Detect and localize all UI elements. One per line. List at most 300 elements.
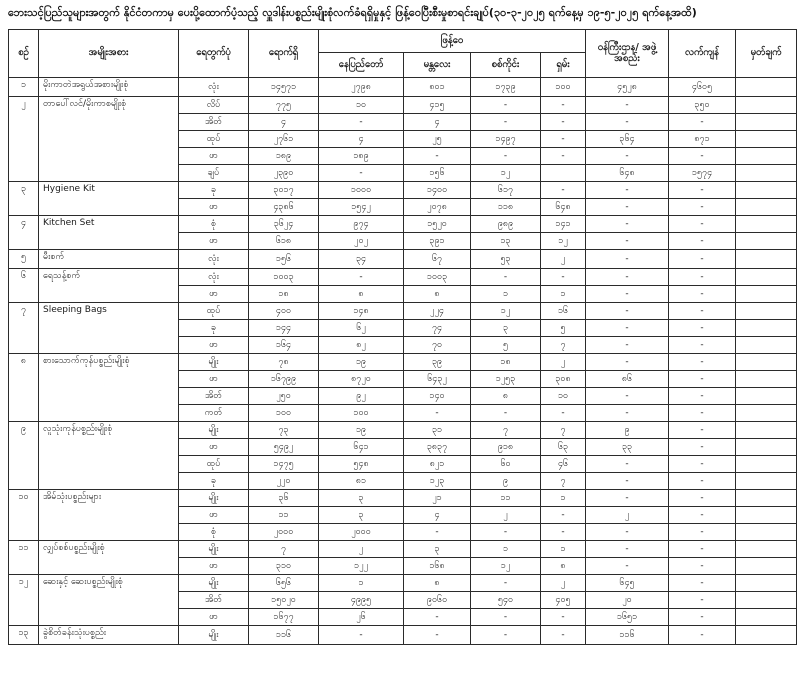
cell-naypyitaw: ၉၇၄ bbox=[319, 216, 404, 233]
cell-received: ၂၅၀ bbox=[249, 388, 319, 405]
cell-balance: - bbox=[669, 592, 736, 609]
cell-remark bbox=[736, 131, 797, 148]
cell-remark bbox=[736, 592, 797, 609]
cell-naypyitaw: - bbox=[319, 114, 404, 131]
cell-ministry: - bbox=[586, 233, 669, 250]
header-no: စဉ် bbox=[9, 30, 39, 78]
cell-sagaing: ၁၄၉၇ bbox=[471, 131, 541, 148]
cell-received: ၄၃၈၆ bbox=[249, 199, 319, 216]
cell-received: ၇ bbox=[249, 541, 319, 558]
cell-received: ၅၄၉၂ bbox=[249, 439, 319, 456]
cell-naypyitaw: ၂၀၀၀ bbox=[319, 524, 404, 541]
cell-received: ၇၃ bbox=[249, 422, 319, 439]
cell-balance: ၁၅၇၄ bbox=[669, 165, 736, 182]
cell-naypyitaw: - bbox=[319, 626, 404, 645]
cell-remark bbox=[736, 422, 797, 439]
cell-unit: အိတ် bbox=[179, 388, 249, 405]
cell-shan: ၁၆ bbox=[541, 303, 586, 320]
cell-ministry: - bbox=[586, 558, 669, 575]
cell-sagaing: ၆၀ bbox=[471, 456, 541, 473]
cell-received: ၃၆၂၄ bbox=[249, 216, 319, 233]
cell-sagaing: ၁၇၃၉ bbox=[471, 78, 541, 97]
cell-received: ၆၅၆ bbox=[249, 575, 319, 592]
cell-shan: ၆၃ bbox=[541, 439, 586, 456]
cell-shan: ၂ bbox=[541, 575, 586, 592]
cell-unit: မျိုး bbox=[179, 541, 249, 558]
cell-mandalay: ၈၀၁ bbox=[404, 78, 471, 97]
table-row bbox=[9, 422, 797, 439]
cell-unit: ဖာ bbox=[179, 286, 249, 303]
cell-unit: ဖာ bbox=[179, 439, 249, 456]
cell-sagaing: ၅၄၀ bbox=[471, 592, 541, 609]
cell-serial-no: ၉ bbox=[9, 422, 39, 490]
cell-unit: စုံ bbox=[179, 524, 249, 541]
cell-received: ၃၆ bbox=[249, 490, 319, 507]
cell-category: ခွဲစိတ်ခန်းသုံးပစ္စည်း bbox=[39, 626, 179, 645]
cell-sagaing: - bbox=[471, 148, 541, 165]
cell-ministry: ၉ bbox=[586, 422, 669, 439]
cell-sagaing: ၁ bbox=[471, 286, 541, 303]
cell-received: ၁၅၀၂၀ bbox=[249, 592, 319, 609]
cell-naypyitaw: ၄ bbox=[319, 131, 404, 148]
table-row bbox=[9, 250, 797, 269]
cell-unit: ခု bbox=[179, 320, 249, 337]
cell-category: Kitchen Set bbox=[39, 216, 179, 250]
cell-mandalay: ၁၂၃ bbox=[404, 473, 471, 490]
cell-balance: - bbox=[669, 507, 736, 524]
cell-naypyitaw: ၅၄၈ bbox=[319, 456, 404, 473]
cell-shan: ၃၀၈ bbox=[541, 371, 586, 388]
cell-shan: - bbox=[541, 148, 586, 165]
cell-received: ၁၅၆ bbox=[249, 250, 319, 269]
cell-naypyitaw: ၁၄၈ bbox=[319, 303, 404, 320]
cell-unit: စုံ bbox=[179, 216, 249, 233]
cell-ministry: - bbox=[586, 269, 669, 286]
cell-unit: ဖာ bbox=[179, 233, 249, 250]
cell-shan: ၅ bbox=[541, 320, 586, 337]
header-remark: မှတ်ချက် bbox=[736, 30, 797, 78]
cell-balance: - bbox=[669, 371, 736, 388]
header-ministry: ဝန်ကြီးဌာန/ အဖွဲ့အစည်း bbox=[586, 30, 669, 78]
cell-received: ၂၂၀ bbox=[249, 473, 319, 490]
cell-serial-no: ၁၂ bbox=[9, 575, 39, 626]
cell-sagaing: - bbox=[471, 524, 541, 541]
cell-shan: - bbox=[541, 114, 586, 131]
cell-sagaing: - bbox=[471, 575, 541, 592]
cell-received: ၁၆၄ bbox=[249, 337, 319, 354]
cell-sagaing: ၁၂ bbox=[471, 303, 541, 320]
cell-unit: လိပ် bbox=[179, 97, 249, 114]
cell-balance: - bbox=[669, 182, 736, 199]
cell-naypyitaw: ၈၇၂၀ bbox=[319, 371, 404, 388]
cell-received: ၁၆၇၉၉ bbox=[249, 371, 319, 388]
cell-mandalay: ၂၁ bbox=[404, 490, 471, 507]
cell-remark bbox=[736, 182, 797, 199]
cell-shan: ၁ bbox=[541, 541, 586, 558]
page-title: ဘေးသင့်ပြည်သူများအတွက် နိုင်ငံတကာမှ ပေးပို့ထောက်ပံ့သည့် လှူဒါန်းပစ္စည်းမျိုးစုံလက်ခံရရှိမှုနှင့် ဖြန့်ဝေပြီးစီးမှုစာရင်းချုပ်(၃၀-၃-၂၀၂၅ ရက်နေ့မှ ၁၉-၅-၂၀၂၅ ရက်နေ့အထိ) bbox=[8, 6, 697, 19]
cell-sagaing: ၁ bbox=[471, 541, 541, 558]
cell-shan: - bbox=[541, 507, 586, 524]
cell-sagaing: - bbox=[471, 609, 541, 626]
cell-remark bbox=[736, 320, 797, 337]
cell-sagaing: - bbox=[471, 405, 541, 422]
cell-sagaing: ၃ bbox=[471, 320, 541, 337]
cell-remark bbox=[736, 199, 797, 216]
cell-serial-no: ၅ bbox=[9, 250, 39, 269]
cell-ministry: - bbox=[586, 473, 669, 490]
cell-balance: - bbox=[669, 250, 736, 269]
cell-naypyitaw: ၆၂ bbox=[319, 320, 404, 337]
cell-remark bbox=[736, 216, 797, 233]
cell-unit: လုံး bbox=[179, 269, 249, 286]
cell-remark bbox=[736, 269, 797, 286]
cell-balance: - bbox=[669, 286, 736, 303]
cell-category: မီးစက် bbox=[39, 250, 179, 269]
cell-category: ရေသန့်စက် bbox=[39, 269, 179, 303]
cell-sagaing: ၁၈ bbox=[471, 354, 541, 371]
cell-mandalay: - bbox=[404, 524, 471, 541]
table-row bbox=[9, 182, 797, 199]
cell-remark bbox=[736, 439, 797, 456]
cell-unit: အိတ် bbox=[179, 114, 249, 131]
cell-mandalay: ၄ bbox=[404, 507, 471, 524]
cell-ministry: ၁၆၅၁ bbox=[586, 609, 669, 626]
cell-remark bbox=[736, 626, 797, 645]
cell-mandalay: ၁၆၈ bbox=[404, 558, 471, 575]
table-row bbox=[9, 303, 797, 320]
cell-category: လျှပ်စစ်ပစ္စည်းမျိုးစုံ bbox=[39, 541, 179, 575]
cell-remark bbox=[736, 388, 797, 405]
cell-received: ၁၀၀ bbox=[249, 405, 319, 422]
cell-mandalay: ၁၅၆ bbox=[404, 165, 471, 182]
cell-category: အိမ်သုံးပစ္စည်းများ bbox=[39, 490, 179, 541]
cell-naypyitaw: ၁၈၉ bbox=[319, 148, 404, 165]
cell-category: Hygiene Kit bbox=[39, 182, 179, 216]
cell-remark bbox=[736, 575, 797, 592]
cell-category: လူသုံးကုန်ပစ္စည်းမျိုးစုံ bbox=[39, 422, 179, 490]
cell-remark bbox=[736, 371, 797, 388]
cell-remark bbox=[736, 405, 797, 422]
cell-shan: ၁၄၁ bbox=[541, 216, 586, 233]
cell-received: ၇၇၅ bbox=[249, 97, 319, 114]
cell-ministry: ၁၁၆ bbox=[586, 626, 669, 645]
cell-mandalay: ၃၈၃၇ bbox=[404, 439, 471, 456]
cell-naypyitaw: ၃၄ bbox=[319, 250, 404, 269]
cell-balance: - bbox=[669, 148, 736, 165]
cell-received: ၄၀၀ bbox=[249, 303, 319, 320]
cell-balance: - bbox=[669, 388, 736, 405]
cell-serial-no: ၇ bbox=[9, 303, 39, 354]
header-unit: ရေတွက်ပုံ bbox=[179, 30, 249, 78]
cell-received: ၁၁ bbox=[249, 507, 319, 524]
cell-shan: ၄၀၅ bbox=[541, 592, 586, 609]
cell-balance: - bbox=[669, 575, 736, 592]
cell-balance: - bbox=[669, 337, 736, 354]
cell-sagaing: - bbox=[471, 626, 541, 645]
cell-balance: ၃၅၀ bbox=[669, 97, 736, 114]
header-region-shan: ရှမ်း bbox=[541, 53, 586, 78]
cell-mandalay: - bbox=[404, 609, 471, 626]
cell-balance: - bbox=[669, 541, 736, 558]
cell-naypyitaw: ၈၂ bbox=[319, 337, 404, 354]
cell-shan: ၇ bbox=[541, 337, 586, 354]
cell-category: ဆေးနှင့် ဆေးပစ္စည်းမျိုးစုံ bbox=[39, 575, 179, 626]
header-received: ရောက်ရှိ bbox=[249, 30, 319, 78]
cell-received: ၄ bbox=[249, 114, 319, 131]
table-row bbox=[9, 626, 797, 645]
cell-shan: ၇ bbox=[541, 473, 586, 490]
cell-naypyitaw: - bbox=[319, 165, 404, 182]
cell-remark bbox=[736, 524, 797, 541]
cell-sagaing: ၁၁၈ bbox=[471, 199, 541, 216]
cell-shan: ၁၂ bbox=[541, 233, 586, 250]
cell-naypyitaw: ၁၅၄၂ bbox=[319, 199, 404, 216]
cell-naypyitaw: ၁၀၀၀ bbox=[319, 182, 404, 199]
cell-ministry: ၄၅၂၈ bbox=[586, 78, 669, 97]
cell-shan bbox=[541, 165, 586, 182]
cell-unit: ဖာ bbox=[179, 148, 249, 165]
cell-ministry: - bbox=[586, 405, 669, 422]
cell-mandalay: ၄ bbox=[404, 114, 471, 131]
cell-mandalay: ၃၉ bbox=[404, 354, 471, 371]
cell-ministry: ၂ bbox=[586, 507, 669, 524]
cell-sagaing: ၅၃ bbox=[471, 250, 541, 269]
cell-mandalay: ၁၄၀၀ bbox=[404, 182, 471, 199]
cell-remark bbox=[736, 165, 797, 182]
cell-sagaing: ၂ bbox=[471, 507, 541, 524]
cell-balance: - bbox=[669, 114, 736, 131]
cell-balance: - bbox=[669, 199, 736, 216]
cell-balance: - bbox=[669, 269, 736, 286]
cell-category: စားသောက်ကုန်ပစ္စည်းမျိုးစုံ bbox=[39, 354, 179, 422]
cell-unit: မျိုး bbox=[179, 626, 249, 645]
cell-serial-no: ၁၀ bbox=[9, 490, 39, 541]
cell-serial-no: ၃ bbox=[9, 182, 39, 216]
cell-sagaing: ၈ bbox=[471, 388, 541, 405]
cell-serial-no: ၁၃ bbox=[9, 626, 39, 645]
cell-naypyitaw: ၃ bbox=[319, 507, 404, 524]
cell-ministry: - bbox=[586, 250, 669, 269]
cell-category: တာပေါ်လင်/မိုးကာစမျိုးစုံ bbox=[39, 97, 179, 182]
cell-shan: ၄၆ bbox=[541, 456, 586, 473]
cell-received: ၂၇၆၁ bbox=[249, 131, 319, 148]
cell-balance: - bbox=[669, 490, 736, 507]
cell-balance: - bbox=[669, 354, 736, 371]
cell-mandalay: ၄၁၅ bbox=[404, 97, 471, 114]
cell-naypyitaw: ၂၆ bbox=[319, 609, 404, 626]
cell-received: ၁၁၆ bbox=[249, 626, 319, 645]
cell-naypyitaw: ၈ bbox=[319, 286, 404, 303]
cell-balance: ၄၆၀၅ bbox=[669, 78, 736, 97]
cell-unit: ဖာ bbox=[179, 558, 249, 575]
cell-naypyitaw: ၄၉၉၅ bbox=[319, 592, 404, 609]
cell-mandalay: ၉၀၆၀ bbox=[404, 592, 471, 609]
cell-naypyitaw: ၁၀၀ bbox=[319, 405, 404, 422]
header-region-naypyitaw: နေပြည်တော် bbox=[319, 53, 404, 78]
cell-ministry: ၃၃ bbox=[586, 439, 669, 456]
cell-naypyitaw: ၁၂၂ bbox=[319, 558, 404, 575]
cell-balance: - bbox=[669, 216, 736, 233]
cell-balance: - bbox=[669, 524, 736, 541]
cell-remark bbox=[736, 303, 797, 320]
cell-remark bbox=[736, 558, 797, 575]
cell-unit: ဖာ bbox=[179, 507, 249, 524]
cell-unit: မျိုး bbox=[179, 490, 249, 507]
cell-shan: - bbox=[541, 524, 586, 541]
cell-mandalay: ၁၄၀ bbox=[404, 388, 471, 405]
cell-sagaing: ၉၈၉ bbox=[471, 216, 541, 233]
table-row bbox=[9, 78, 797, 97]
cell-mandalay: ၈၂၁ bbox=[404, 456, 471, 473]
cell-mandalay: ၃၉၁ bbox=[404, 233, 471, 250]
cell-remark bbox=[736, 541, 797, 558]
cell-balance: - bbox=[669, 626, 736, 645]
cell-unit: ဖာ bbox=[179, 337, 249, 354]
cell-balance: ၈၇၁ bbox=[669, 131, 736, 148]
cell-sagaing: ၁၂ bbox=[471, 558, 541, 575]
cell-mandalay: ၇၀ bbox=[404, 337, 471, 354]
cell-sagaing: ၇ bbox=[471, 422, 541, 439]
cell-unit: ထုပ် bbox=[179, 131, 249, 148]
cell-remark bbox=[736, 114, 797, 131]
cell-unit: လုံး bbox=[179, 78, 249, 97]
cell-received: ၂၃၉၀ bbox=[249, 165, 319, 182]
cell-sagaing: ၁၃ bbox=[471, 233, 541, 250]
cell-balance: - bbox=[669, 609, 736, 626]
cell-category: Sleeping Bags bbox=[39, 303, 179, 354]
cell-unit: ခု bbox=[179, 182, 249, 199]
cell-unit: ဖာ bbox=[179, 199, 249, 216]
cell-shan: ၁ bbox=[541, 286, 586, 303]
cell-naypyitaw: ၁ bbox=[319, 575, 404, 592]
cell-naypyitaw: ၂၀၂ bbox=[319, 233, 404, 250]
cell-serial-no: ၁ bbox=[9, 78, 39, 97]
cell-naypyitaw: ၈၁ bbox=[319, 473, 404, 490]
cell-received: ၇၈ bbox=[249, 354, 319, 371]
cell-sagaing: ၁၁ bbox=[471, 490, 541, 507]
cell-received: ၁၄၇၅ bbox=[249, 456, 319, 473]
cell-remark bbox=[736, 78, 797, 97]
cell-ministry: - bbox=[586, 541, 669, 558]
cell-mandalay: ၂၅ bbox=[404, 131, 471, 148]
donation-summary-table bbox=[8, 29, 797, 645]
cell-sagaing: ၁၂၅၃ bbox=[471, 371, 541, 388]
cell-remark bbox=[736, 233, 797, 250]
cell-ministry: - bbox=[586, 524, 669, 541]
cell-naypyitaw: ၃ bbox=[319, 490, 404, 507]
cell-serial-no: ၂ bbox=[9, 97, 39, 182]
cell-category: မိုးကာတဲအရွယ်အစားမျိုးစုံ bbox=[39, 78, 179, 97]
cell-shan: ၆၄၈ bbox=[541, 199, 586, 216]
cell-received: ၁၄၄ bbox=[249, 320, 319, 337]
cell-sagaing: - bbox=[471, 97, 541, 114]
cell-ministry: ၈၆ bbox=[586, 371, 669, 388]
cell-ministry: - bbox=[586, 97, 669, 114]
cell-unit: မျိုး bbox=[179, 575, 249, 592]
header-category: အမျိုးအစား bbox=[39, 30, 179, 78]
cell-balance: - bbox=[669, 439, 736, 456]
cell-balance: - bbox=[669, 558, 736, 575]
cell-ministry: - bbox=[586, 199, 669, 216]
header-balance: လက်ကျန် bbox=[669, 30, 736, 78]
cell-received: ၁၀၀၃ bbox=[249, 269, 319, 286]
cell-ministry: ၃၆၄ bbox=[586, 131, 669, 148]
cell-remark bbox=[736, 507, 797, 524]
cell-sagaing: ၅ bbox=[471, 337, 541, 354]
cell-remark bbox=[736, 354, 797, 371]
cell-received: ၃၁၀ bbox=[249, 558, 319, 575]
cell-unit: အိတ် bbox=[179, 592, 249, 609]
cell-ministry: - bbox=[586, 337, 669, 354]
table-row bbox=[9, 97, 797, 114]
cell-remark bbox=[736, 337, 797, 354]
table-row bbox=[9, 354, 797, 371]
cell-unit: ခု bbox=[179, 473, 249, 490]
cell-ministry: ၆၄၅ bbox=[586, 575, 669, 592]
cell-ministry: - bbox=[586, 148, 669, 165]
cell-naypyitaw: ၁၉ bbox=[319, 354, 404, 371]
cell-ministry: - bbox=[586, 388, 669, 405]
cell-naypyitaw: ၆၄၁ bbox=[319, 439, 404, 456]
cell-ministry: ၆၄၈ bbox=[586, 165, 669, 182]
cell-received: ၁၆၇၇ bbox=[249, 609, 319, 626]
cell-received: ၂၀၀၀ bbox=[249, 524, 319, 541]
header-region-mandalay: မန္တလေး bbox=[404, 53, 471, 78]
cell-unit: ထုပ် bbox=[179, 456, 249, 473]
table-row bbox=[9, 575, 797, 592]
cell-mandalay: ၁၅၂၀ bbox=[404, 216, 471, 233]
cell-sagaing: ၆၁၇ bbox=[471, 182, 541, 199]
cell-mandalay: - bbox=[404, 148, 471, 165]
cell-remark bbox=[736, 148, 797, 165]
cell-naypyitaw: ၁၉ bbox=[319, 422, 404, 439]
cell-mandalay: ၃၁ bbox=[404, 422, 471, 439]
cell-unit: ကတ် bbox=[179, 405, 249, 422]
cell-ministry: - bbox=[586, 490, 669, 507]
cell-mandalay: ၆၇ bbox=[404, 250, 471, 269]
cell-received: ၁၈၉ bbox=[249, 148, 319, 165]
cell-sagaing: ၉ bbox=[471, 473, 541, 490]
cell-shan: ၁၀၀ bbox=[541, 78, 586, 97]
cell-balance: - bbox=[669, 473, 736, 490]
cell-balance: - bbox=[669, 422, 736, 439]
cell-mandalay: ၇၄ bbox=[404, 320, 471, 337]
cell-balance: - bbox=[669, 233, 736, 250]
cell-ministry: - bbox=[586, 303, 669, 320]
cell-naypyitaw: ၂ bbox=[319, 541, 404, 558]
header-region-sagaing: စစ်ကိုင်း bbox=[471, 53, 541, 78]
cell-remark bbox=[736, 473, 797, 490]
cell-remark bbox=[736, 286, 797, 303]
cell-unit: ချပ် bbox=[179, 165, 249, 182]
cell-mandalay: ၃ bbox=[404, 541, 471, 558]
cell-remark bbox=[736, 250, 797, 269]
cell-mandalay: - bbox=[404, 626, 471, 645]
cell-balance: - bbox=[669, 303, 736, 320]
cell-unit: မျိုး bbox=[179, 354, 249, 371]
cell-naypyitaw: ၉၂ bbox=[319, 388, 404, 405]
cell-mandalay: ၈ bbox=[404, 286, 471, 303]
cell-shan: ၁၀ bbox=[541, 388, 586, 405]
cell-naypyitaw: - bbox=[319, 269, 404, 286]
cell-shan: ၁ bbox=[541, 490, 586, 507]
cell-sagaing: - bbox=[471, 114, 541, 131]
cell-ministry: - bbox=[586, 216, 669, 233]
cell-shan: ၂ bbox=[541, 354, 586, 371]
cell-received: ၁၄၅၇၁ bbox=[249, 78, 319, 97]
cell-serial-no: ၆ bbox=[9, 269, 39, 303]
cell-received: ၆၁၈ bbox=[249, 233, 319, 250]
